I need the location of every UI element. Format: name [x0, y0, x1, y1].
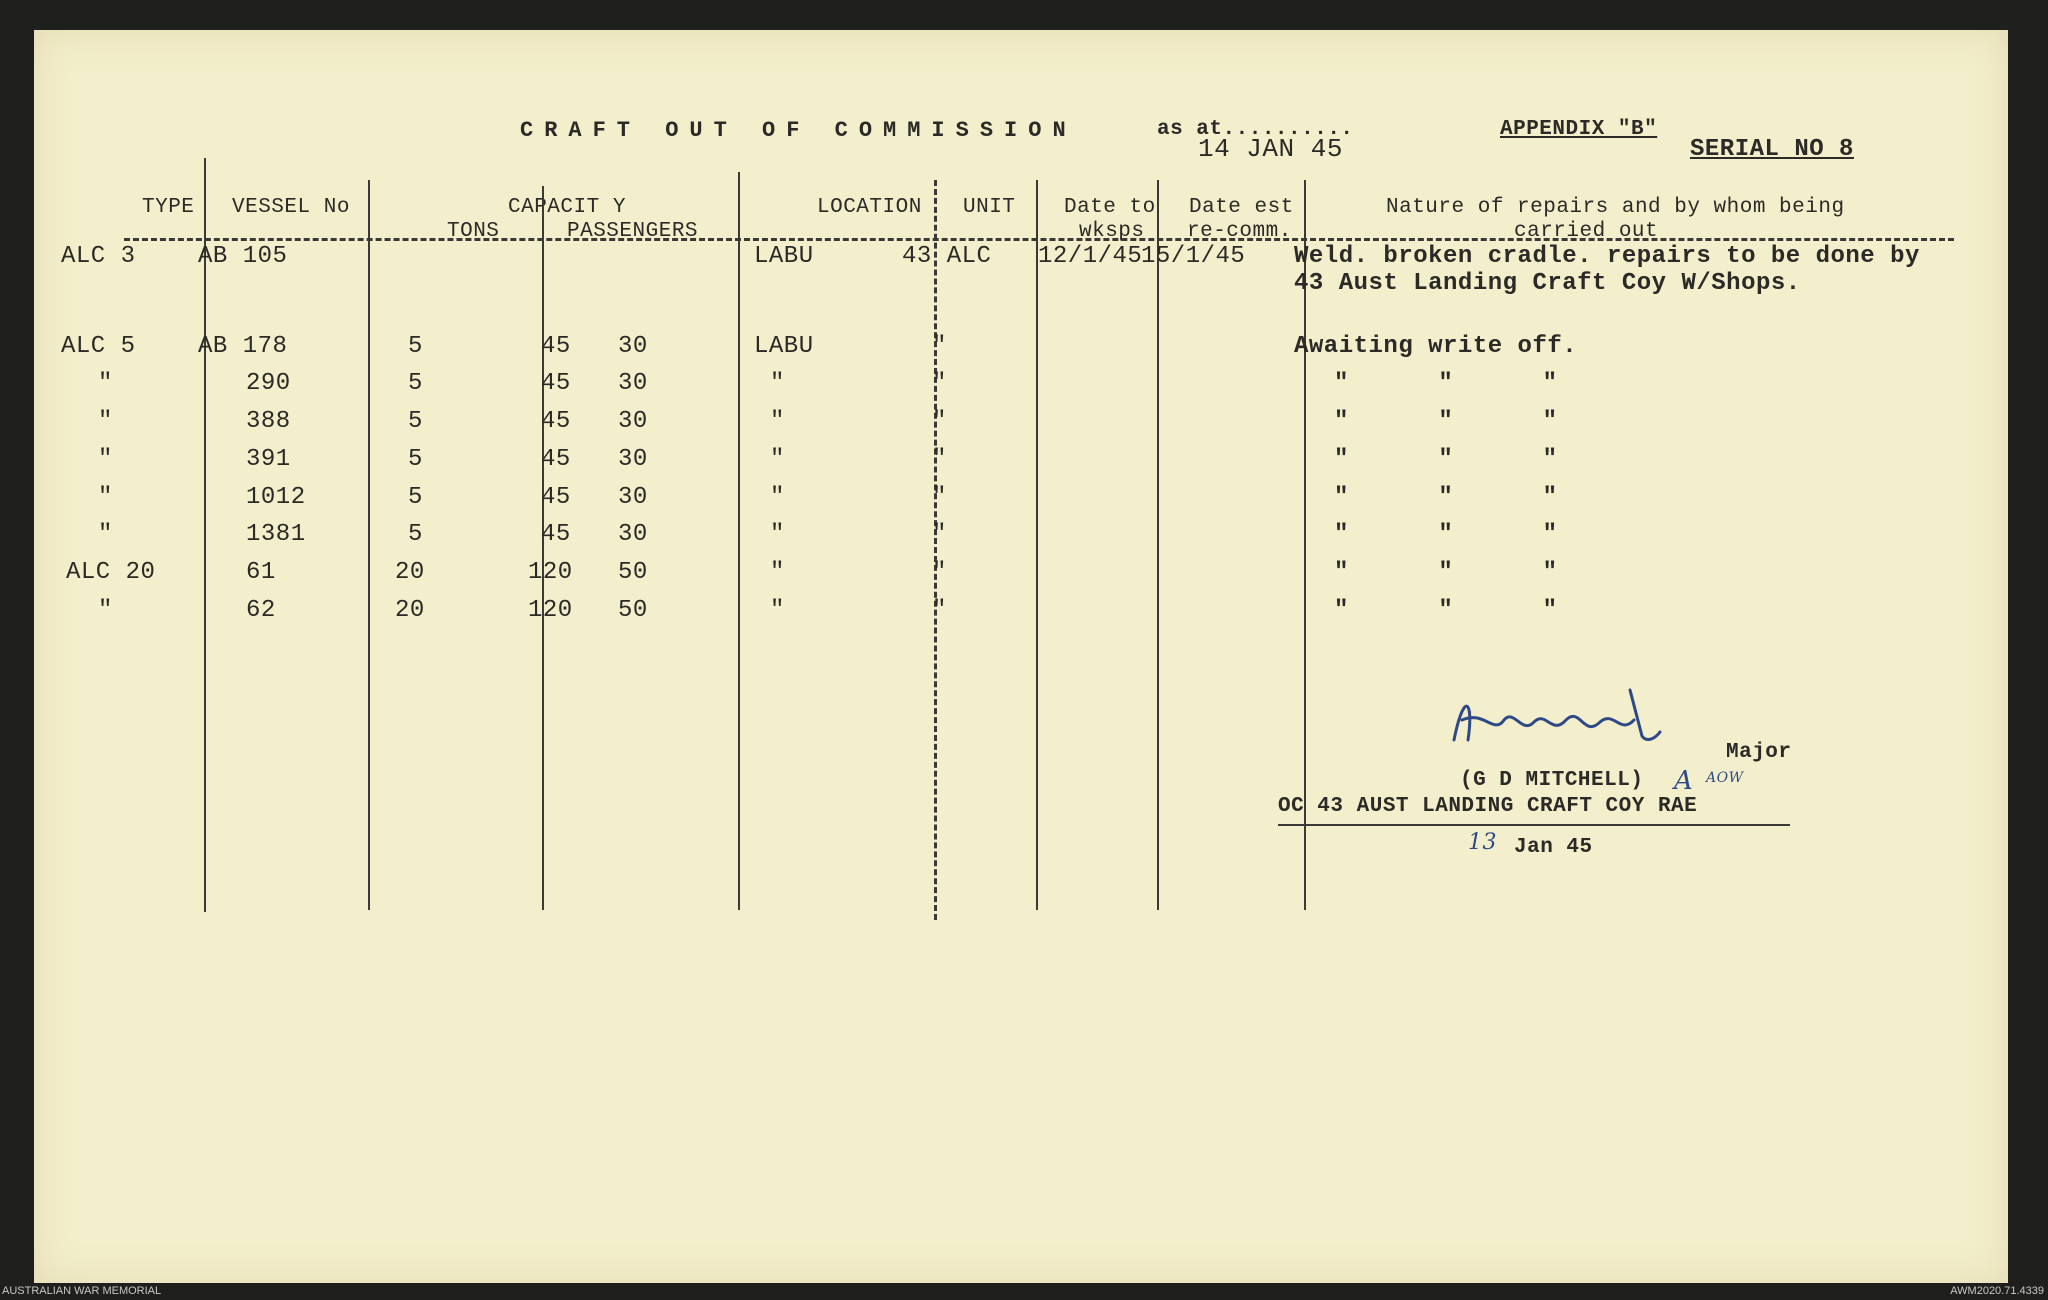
row-location: LABU — [754, 333, 814, 360]
row-unit: " — [932, 559, 947, 586]
row-type: " — [98, 446, 113, 473]
row-nature: " " " — [1334, 446, 1558, 473]
document-page — [34, 30, 2008, 1283]
row-location: " — [770, 408, 785, 435]
row-capacity-b: 30 — [618, 408, 648, 435]
row-tons: 20 — [395, 597, 425, 624]
header-nature-2: carried out — [1514, 220, 1659, 243]
document-title: CRAFT OUT OF COMMISSION — [520, 118, 1077, 143]
row-date-est: 15/1/45 — [1141, 243, 1246, 270]
row-unit: " — [932, 370, 947, 397]
row-capacity-b: 30 — [618, 484, 648, 511]
row-tons: 5 — [408, 333, 423, 360]
header-type: TYPE — [142, 196, 195, 219]
signature-name: (G D MITCHELL) — [1460, 769, 1644, 792]
row-capacity-a: 45 — [541, 484, 571, 511]
handwritten-signature — [1434, 680, 1734, 770]
row-unit: " — [932, 446, 947, 473]
row-nature-2: 43 Aust Landing Craft Coy W/Shops. — [1294, 270, 1801, 297]
row-vessel: 388 — [246, 408, 291, 435]
row-type: ALC 20 — [66, 559, 156, 586]
row-nature: " " " — [1334, 484, 1558, 511]
header-date-est-1: Date est — [1189, 196, 1294, 219]
row-capacity-a: 45 — [541, 333, 571, 360]
signature-underline — [1278, 824, 1790, 826]
row-capacity-b: 30 — [618, 521, 648, 548]
signature-date: Jan 45 — [1514, 836, 1593, 859]
row-nature: " " " — [1334, 559, 1558, 586]
row-nature: Weld. broken cradle. repairs to be done by — [1294, 243, 1920, 270]
row-capacity-a: 45 — [541, 408, 571, 435]
row-capacity-b: 50 — [618, 597, 648, 624]
row-capacity-b: 30 — [618, 370, 648, 397]
signature-title: OC 43 AUST LANDING CRAFT COY RAE — [1278, 795, 1698, 818]
row-location: " — [770, 446, 785, 473]
row-date-to: 12/1/45 — [1038, 243, 1143, 270]
handwritten-initial: A — [1674, 766, 1694, 796]
column-rule — [1157, 180, 1159, 910]
row-nature: " " " — [1334, 408, 1558, 435]
footer-reference: AWM2020.71.4339 — [1950, 1285, 2044, 1297]
row-unit: " — [932, 597, 947, 624]
row-location: " — [770, 484, 785, 511]
column-rule — [934, 180, 937, 920]
row-unit: " — [932, 521, 947, 548]
column-rule — [204, 158, 206, 912]
column-rule — [738, 172, 740, 910]
row-type: " — [98, 597, 113, 624]
row-vessel: 1012 — [246, 484, 306, 511]
row-unit: 43 ALC — [902, 243, 992, 270]
column-rule — [542, 186, 544, 910]
row-capacity-a: 120 — [528, 597, 573, 624]
footer-institution: AUSTRALIAN WAR MEMORIAL — [2, 1285, 162, 1297]
row-tons: 5 — [408, 521, 423, 548]
row-unit: " — [932, 333, 947, 360]
row-type: ALC 5 — [61, 333, 136, 360]
row-capacity-b: 50 — [618, 559, 648, 586]
row-vessel: AB 105 — [198, 243, 288, 270]
header-tons: TONS — [447, 220, 500, 243]
appendix-label: APPENDIX "B" — [1500, 118, 1658, 141]
header-capacity: CAPACIT Y — [508, 196, 626, 219]
header-passengers: PASSENGERS — [567, 220, 699, 243]
row-type: " — [98, 370, 113, 397]
row-vessel: 290 — [246, 370, 291, 397]
row-location: " — [770, 597, 785, 624]
row-capacity-a: 45 — [541, 521, 571, 548]
column-rule — [1036, 180, 1038, 910]
row-capacity-a: 45 — [541, 446, 571, 473]
row-capacity-a: 120 — [528, 559, 573, 586]
as-at-label: as at.......... — [1157, 118, 1354, 141]
handwritten-note: AOW — [1706, 770, 1744, 786]
row-unit: " — [932, 484, 947, 511]
row-capacity-b: 30 — [618, 446, 648, 473]
row-vessel: AB 178 — [198, 333, 288, 360]
row-type: " — [98, 484, 113, 511]
row-vessel: 62 — [246, 597, 276, 624]
row-capacity-b: 30 — [618, 333, 648, 360]
row-location: LABU — [754, 243, 814, 270]
row-unit: " — [932, 408, 947, 435]
header-unit: UNIT — [963, 196, 1016, 219]
row-type: ALC 3 — [61, 243, 136, 270]
serial-number: SERIAL NO 8 — [1690, 136, 1854, 163]
signature-rank: Major — [1726, 741, 1792, 764]
header-date-to-2: wksps — [1079, 220, 1145, 243]
row-nature: " " " — [1334, 521, 1558, 548]
column-rule — [368, 180, 370, 910]
row-vessel: 1381 — [246, 521, 306, 548]
handwritten-date-day: 13 — [1468, 830, 1497, 855]
row-type: " — [98, 521, 113, 548]
row-tons: 5 — [408, 370, 423, 397]
row-location: " — [770, 370, 785, 397]
header-divider — [124, 238, 1954, 241]
header-vessel-no: VESSEL No — [232, 196, 350, 219]
row-nature: Awaiting write off. — [1294, 333, 1578, 360]
row-location: " — [770, 559, 785, 586]
as-at-date: 14 JAN 45 — [1198, 134, 1343, 164]
row-type: " — [98, 408, 113, 435]
row-vessel: 61 — [246, 559, 276, 586]
row-nature: " " " — [1334, 597, 1558, 624]
row-location: " — [770, 521, 785, 548]
header-date-est-2: re-comm. — [1187, 220, 1292, 243]
header-location: LOCATION — [817, 196, 922, 219]
header-date-to-1: Date to — [1064, 196, 1156, 219]
row-tons: 5 — [408, 446, 423, 473]
header-nature-1: Nature of repairs and by whom being — [1386, 196, 1845, 219]
row-vessel: 391 — [246, 446, 291, 473]
row-tons: 5 — [408, 484, 423, 511]
row-tons: 5 — [408, 408, 423, 435]
row-capacity-a: 45 — [541, 370, 571, 397]
row-nature: " " " — [1334, 370, 1558, 397]
row-tons: 20 — [395, 559, 425, 586]
